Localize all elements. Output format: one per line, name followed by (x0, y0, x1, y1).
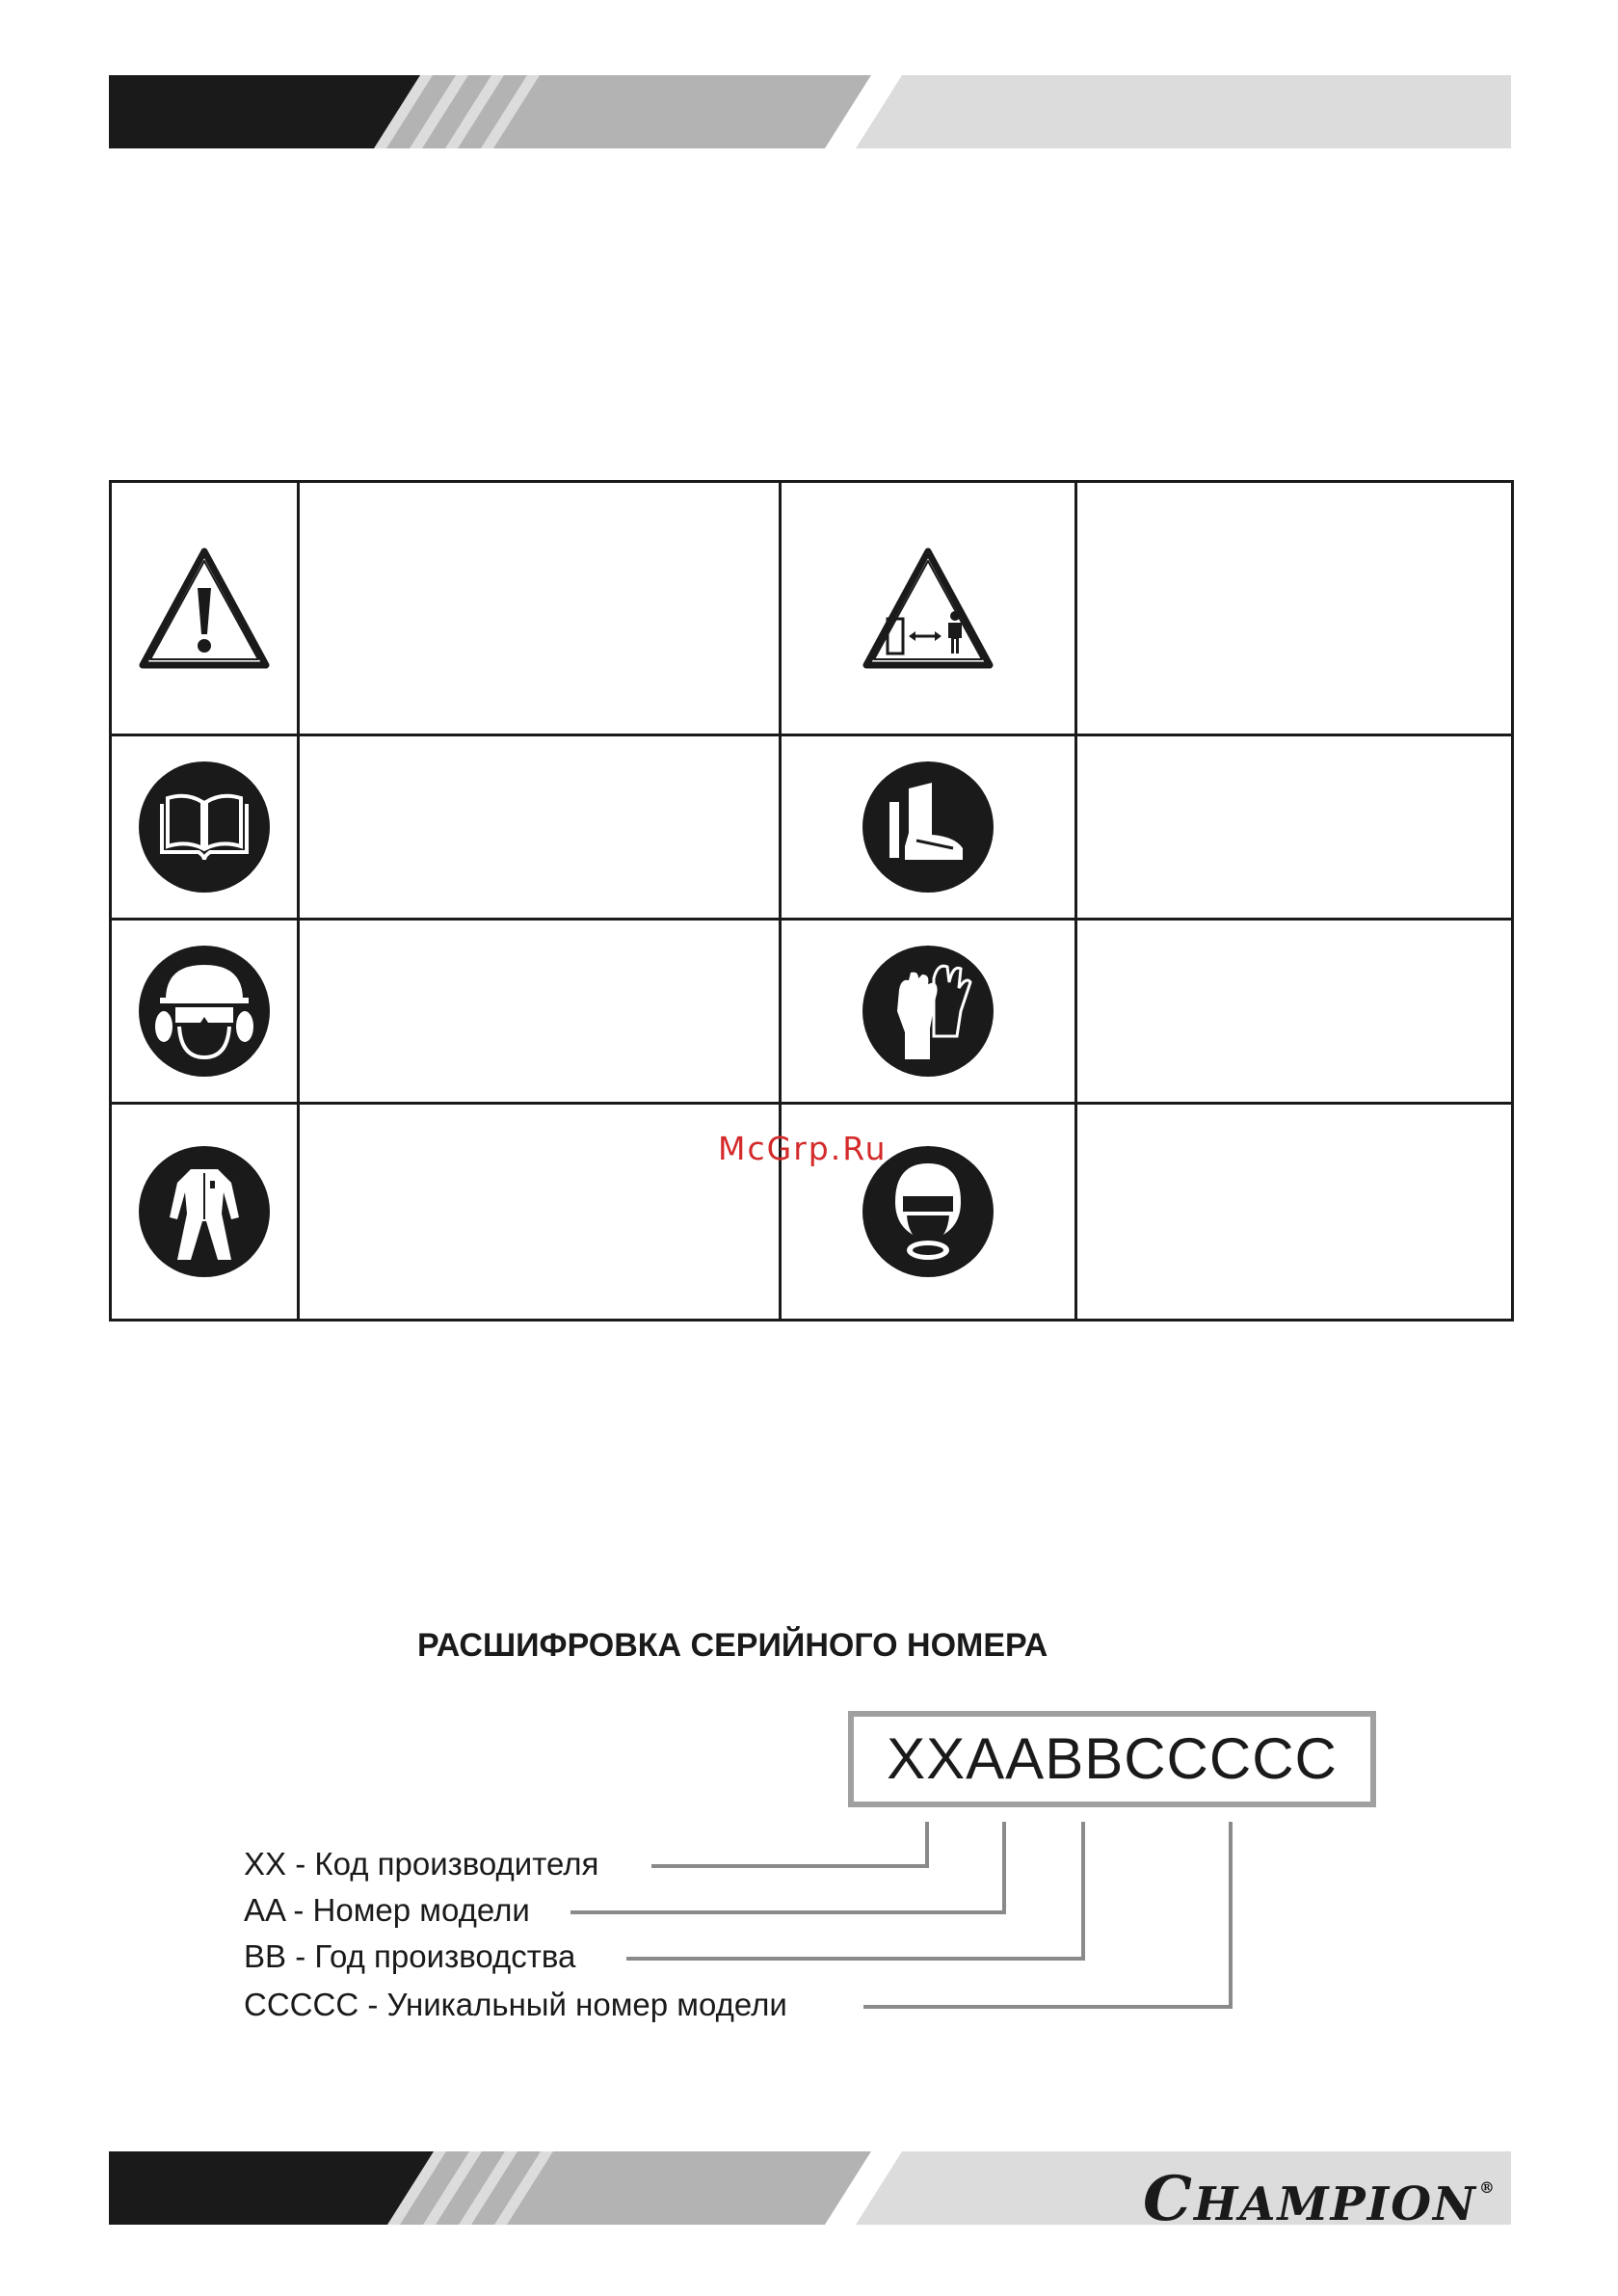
table-row (111, 735, 1513, 920)
champion-logo (1143, 2163, 1497, 2235)
warning-exclamation-icon (137, 546, 272, 671)
serial-code-box (848, 1711, 1376, 1807)
symbol-cell (111, 920, 299, 1104)
legend-item: BB - Год производства (244, 1938, 576, 1974)
symbol-description (299, 920, 781, 1104)
symbol-description (299, 735, 781, 920)
symbol-cell (111, 735, 299, 920)
table-row (111, 920, 1513, 1104)
safety-symbols-table (109, 480, 1514, 1322)
legend-item: XX - Код производителя (244, 1846, 599, 1882)
serial-code: XXAABBCCCCC (887, 1726, 1338, 1791)
header-band (0, 75, 1618, 148)
symbol-cell (781, 920, 1076, 1104)
logo-text: HAMPION (1193, 2177, 1477, 2231)
symbol-description (1076, 1104, 1513, 1321)
helmet-goggles-ear-protection-icon (137, 944, 272, 1079)
protective-gloves-icon (861, 944, 995, 1079)
symbol-cell (111, 1104, 299, 1321)
symbol-description (299, 1104, 781, 1321)
symbol-cell (781, 735, 1076, 920)
table-row (111, 482, 1513, 735)
watermark: McGrp.Ru (718, 1130, 888, 1167)
symbol-description (299, 482, 781, 735)
keep-distance-icon (861, 546, 995, 671)
protective-clothing-icon (137, 1144, 272, 1279)
legend-item: CCCCC - Уникальный номер модели (244, 1987, 787, 2022)
safety-boots-icon (861, 760, 995, 894)
legend-item: AA - Номер модели (244, 1892, 530, 1928)
registered-mark: ® (1478, 2178, 1497, 2197)
symbol-description (1076, 735, 1513, 920)
symbol-description (1076, 482, 1513, 735)
serial-section-title: РАСШИФРОВКА СЕРИЙНОГО НОМЕРА (417, 1627, 1048, 1664)
logo-initial: C (1143, 2163, 1194, 2235)
read-manual-icon (137, 760, 272, 894)
symbol-cell (781, 482, 1076, 735)
symbol-cell (111, 482, 299, 735)
symbol-description (1076, 920, 1513, 1104)
